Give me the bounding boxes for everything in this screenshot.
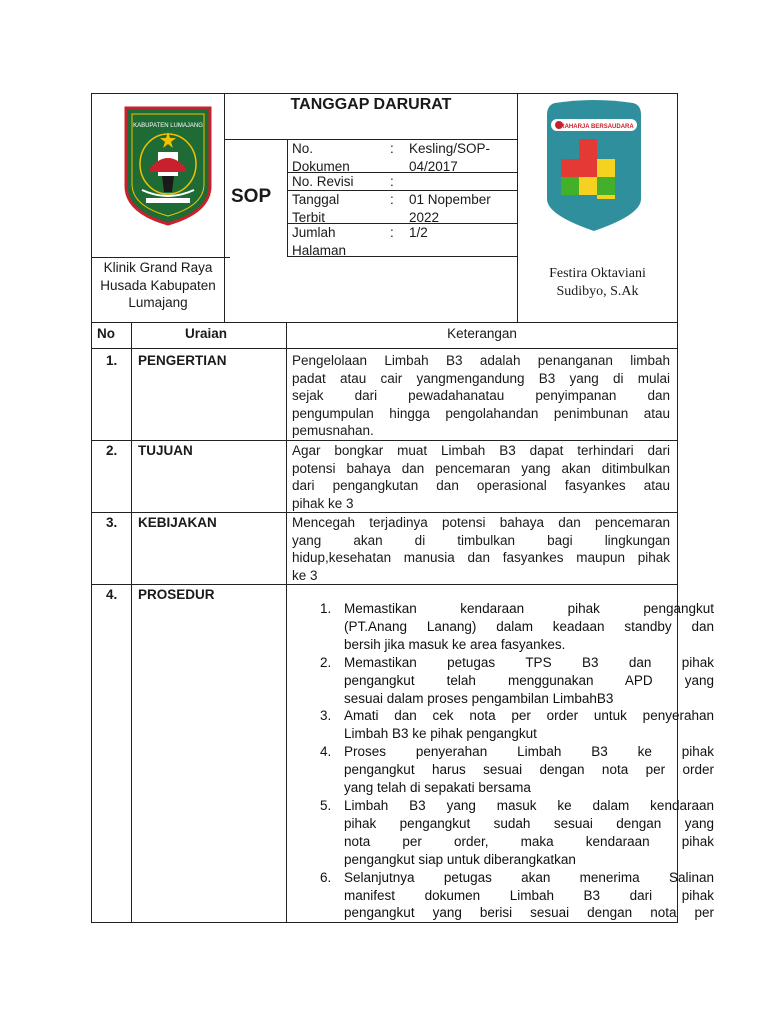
procedure-step: 3. Amati dan cek nota per order untuk penyerahan Limbah B3 ke pihak pengangkut xyxy=(320,708,714,742)
sop-tick xyxy=(224,257,230,258)
klinik-logo xyxy=(545,99,643,233)
signer-name: Festira Oktaviani Sudibyo, S.Ak xyxy=(549,266,646,299)
column-header-no: No xyxy=(97,326,115,341)
header-divider-v1 xyxy=(224,93,225,323)
row-title-pengertian: PENGERTIAN xyxy=(138,353,227,368)
row-title-prosedur: PROSEDUR xyxy=(138,587,215,602)
crest-icon xyxy=(122,102,214,228)
row-title-tujuan: TUJUAN xyxy=(138,443,193,458)
document-title: TANGGAP DARURAT xyxy=(290,96,452,113)
procedure-step: 6. Selanjutnya petugas akan menerima Salinan manifest dokumen Limbah B3 dari pihak pengangkut yang berisi sesuai dengan nota per xyxy=(320,869,714,921)
meta-colon: : xyxy=(390,225,394,240)
frame-left xyxy=(91,93,92,923)
row-number: 1. xyxy=(106,353,118,368)
column-header-keterangan: Keterangan xyxy=(447,326,517,341)
row-description-pengertian: Pengelolaan Limbah B3 adalah penanganan limbah padat atau cair yangmengandung B3 yang di mulai sejak dari pewadahanatau penyimpanan dan pengumpulan hingga pengolahandan penimbunan atau pemusnahan. xyxy=(292,353,670,439)
medical-cross-icon xyxy=(545,99,643,233)
meta-value-tanggal-terbit: 01 Nopember 2022 xyxy=(409,192,491,225)
sop-divider-v xyxy=(287,139,288,257)
meta-colon: : xyxy=(390,174,394,189)
clinic-name: Klinik Grand Raya Husada Kabupaten Lumajang xyxy=(100,260,216,310)
procedure-step: 4. Proses penyerahan Limbah B3 ke pihak pengangkut harus sesuai dengan nota per order yang telah di sepakati bersama xyxy=(320,744,714,796)
logo-cell-bottom xyxy=(91,257,225,258)
svg-text:RAHARJA BERSAUDARA: RAHARJA BERSAUDARA xyxy=(560,124,634,130)
col-uraian-divider xyxy=(286,322,287,923)
sop-label: SOP xyxy=(231,186,272,207)
meta-label-tanggal-terbit: Tanggal Terbit xyxy=(292,192,340,225)
meta-value-no-dokumen: Kesling/SOP- 04/2017 xyxy=(409,141,491,174)
procedure-step: 5. Limbah B3 yang masuk ke dalam kendaraan pihak pengangkut sudah sesuai dengan yang nota per order, maka kendaraan pihak pengangkut siap untuk diberangkatkan xyxy=(320,797,714,867)
table-header-bottom xyxy=(91,348,678,349)
meta-label-no-revisi: No. Revisi xyxy=(292,174,354,189)
svg-text:KABUPATEN LUMAJANG: KABUPATEN LUMAJANG xyxy=(133,123,203,129)
row-title-kebijakan: KEBIJAKAN xyxy=(138,515,217,530)
column-header-uraian: Uraian xyxy=(185,326,228,341)
row-number: 3. xyxy=(106,515,118,530)
row-number: 2. xyxy=(106,443,118,458)
kabupaten-lumajang-logo xyxy=(122,102,214,228)
table-top-line xyxy=(91,322,678,323)
meta-label-no-dokumen: No. Dokumen xyxy=(292,141,350,174)
meta-value-jumlah-halaman: 1/2 xyxy=(409,225,428,240)
frame-top xyxy=(91,93,678,94)
procedure-step: 2. Memastikan petugas TPS B3 dan pihak pengangkut telah menggunakan APD yang sesuai dalam proses pengambilan LimbahB3 xyxy=(320,654,714,706)
col-no-divider xyxy=(131,322,132,923)
row1-bottom xyxy=(91,440,678,441)
procedure-step: 1. Memastikan kendaraan pihak pengangkut (PT.Anang Lanang) dalam keadaan standby dan bersih jika masuk ke area fasyankes. xyxy=(320,601,714,652)
row-description-tujuan: Agar bongkar muat Limbah B3 dapat terhindari dari potensi bahaya dan pencemaran yang akan ditimbulkan dari pengangkutan dan operasional fasyankes atau pihak ke 3 xyxy=(292,443,670,511)
meta-label-jumlah-halaman: Jumlah Halaman xyxy=(292,225,347,258)
meta-colon: : xyxy=(390,192,394,207)
meta-colon: : xyxy=(390,141,394,156)
procedure-list xyxy=(300,600,714,922)
row-number: 4. xyxy=(106,587,118,602)
row-description-kebijakan: Mencegah terjadinya potensi bahaya dan pencemaran yang akan di timbulkan bagi lingkungan hidup,kesehatan manusia dan fasyankes maupun pihak ke 3 xyxy=(292,515,670,583)
